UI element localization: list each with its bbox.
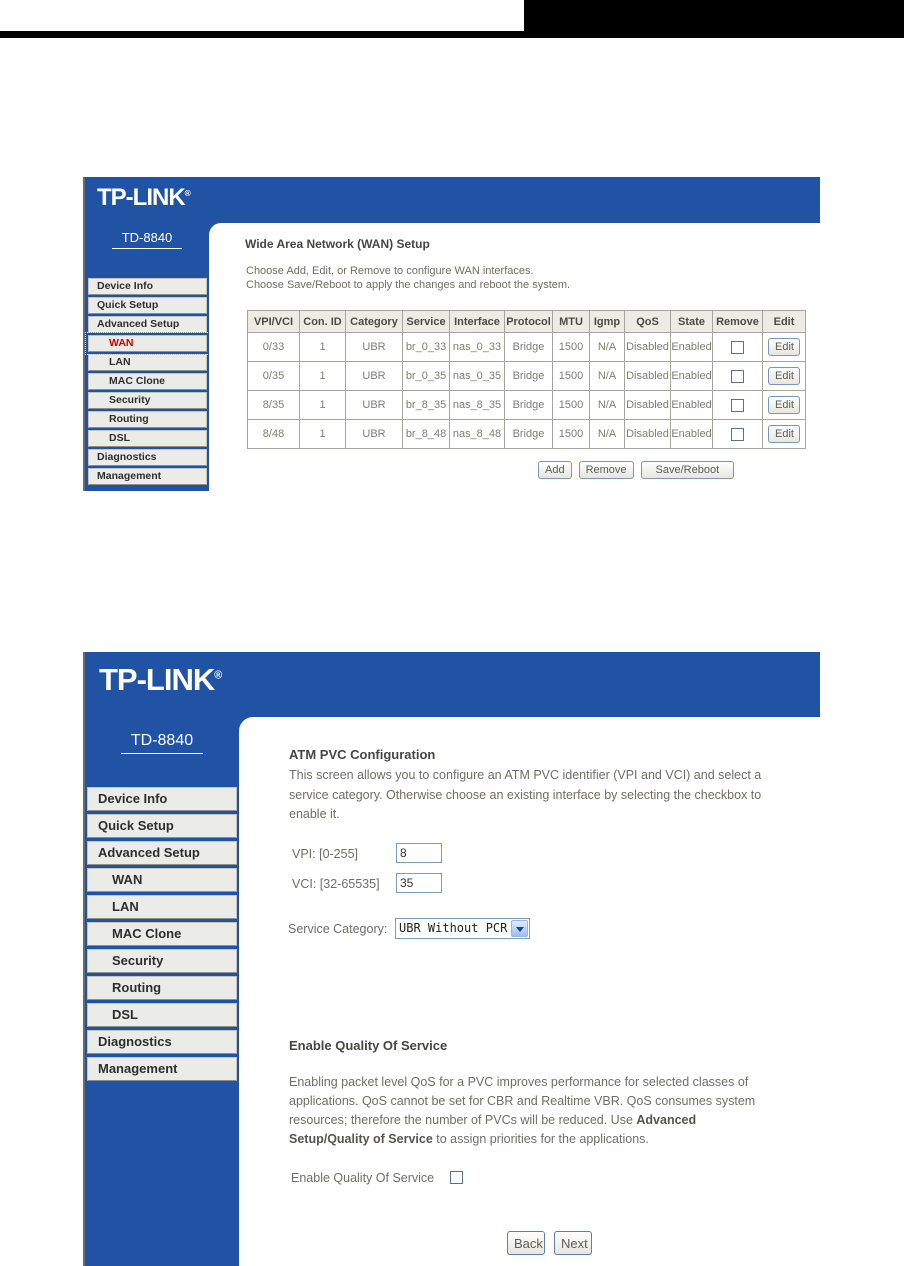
remove-checkbox[interactable]: [731, 428, 744, 441]
tp-link-logo: TP-LINK®: [97, 184, 191, 211]
wizard-nav-buttons: [507, 1231, 592, 1255]
sidebar-item-wan[interactable]: WAN: [88, 335, 207, 352]
sidebar-item-lan[interactable]: LAN: [88, 354, 207, 371]
header-black-bar: [524, 0, 904, 31]
sidebar-item-quick-setup[interactable]: Quick Setup: [87, 814, 237, 838]
column-header-edit: Edit: [763, 311, 806, 333]
sidebar-item-diagnostics[interactable]: Diagnostics: [88, 449, 207, 466]
qos-description: Enabling packet level QoS for a PVC improves performance for selected classes of applications. QoS cannot be set for CBR and Realtime VBR. QoS consumes system resources; therefore the number of PVCs will be reduced. Use Advanced Setup/Quality of Service to assign priorities for the applications.: [289, 1075, 756, 1146]
table-cell: Enabled: [671, 362, 713, 391]
table-cell: 1: [300, 420, 346, 449]
content-panel: [209, 223, 822, 491]
table-row: [248, 333, 806, 362]
table-cell: 8/48: [248, 420, 300, 449]
enable-qos-label: Enable Quality Of Service: [291, 1171, 435, 1185]
table-cell: Enabled: [671, 391, 713, 420]
edit-button[interactable]: Edit: [768, 367, 800, 385]
column-header-category: Category: [346, 311, 403, 333]
wan-action-buttons: [538, 461, 734, 479]
registered-mark: ®: [184, 188, 191, 198]
table-cell: nas_0_33: [450, 333, 505, 362]
column-header-remove: Remove: [713, 311, 763, 333]
sidebar-item-advanced-setup[interactable]: Advanced Setup: [87, 841, 237, 865]
column-header-interface: Interface: [450, 311, 505, 333]
wan-interfaces-table: [247, 310, 806, 449]
sidebar-item-dsl[interactable]: DSL: [87, 1003, 237, 1027]
table-cell: N/A: [590, 333, 625, 362]
sidebar-item-management[interactable]: Management: [88, 468, 207, 485]
table-cell: Enabled: [671, 420, 713, 449]
vpi-label: VPI: [0-255]: [292, 847, 359, 861]
table-cell: Disabled: [625, 333, 671, 362]
edit-button[interactable]: Edit: [768, 425, 800, 443]
header-rule: [0, 31, 904, 38]
sidebar-item-diagnostics[interactable]: Diagnostics: [87, 1030, 237, 1054]
table-cell: Bridge: [505, 391, 553, 420]
sidebar-item-quick-setup[interactable]: Quick Setup: [88, 297, 207, 314]
table-cell: 1500: [553, 391, 590, 420]
table-cell: N/A: [590, 362, 625, 391]
table-cell: nas_8_35: [450, 391, 505, 420]
enable-qos-checkbox[interactable]: [450, 1171, 463, 1184]
edit-button[interactable]: Edit: [768, 396, 800, 414]
table-cell: Disabled: [625, 362, 671, 391]
sidebar-item-device-info[interactable]: Device Info: [88, 278, 207, 295]
page-title: ATM PVC Configuration: [289, 747, 436, 762]
save-reboot-button[interactable]: Save/Reboot: [641, 461, 735, 479]
table-cell: UBR: [346, 362, 403, 391]
router-screenshot-atm-pvc: [83, 652, 820, 1266]
table-cell: br_8_35: [403, 391, 450, 420]
table-cell: N/A: [590, 420, 625, 449]
next-button[interactable]: Next: [554, 1231, 592, 1255]
table-row: [248, 420, 806, 449]
sidebar-item-routing[interactable]: Routing: [88, 411, 207, 428]
remove-checkbox[interactable]: [731, 399, 744, 412]
table-cell: 1500: [553, 333, 590, 362]
table-cell: 1: [300, 362, 346, 391]
page-description: Choose Add, Edit, or Remove to configure WAN interfaces. Choose Save/Reboot to apply the changes and reboot the system.: [246, 265, 571, 291]
table-cell: 1: [300, 333, 346, 362]
table-cell: 1500: [553, 420, 590, 449]
table-cell: UBR: [346, 420, 403, 449]
sidebar-item-management[interactable]: Management: [87, 1057, 237, 1081]
table-cell: Disabled: [625, 420, 671, 449]
sidebar-item-wan[interactable]: WAN: [87, 868, 237, 892]
table-cell: Disabled: [625, 391, 671, 420]
table-row: [248, 362, 806, 391]
page-description: This screen allows you to configure an ATM PVC identifier (VPI and VCI) and select a service category. Otherwise choose an existing interface by selecting the checkbox to enable it.: [289, 768, 762, 821]
column-header-protocol: Protocol: [505, 311, 553, 333]
table-cell: Bridge: [505, 362, 553, 391]
service-category-value: UBR Without PCR: [399, 921, 508, 935]
table-cell: nas_0_35: [450, 362, 505, 391]
sidebar-item-mac-clone[interactable]: MAC Clone: [87, 922, 237, 946]
table-cell: 1: [300, 391, 346, 420]
table-cell: 1500: [553, 362, 590, 391]
sidebar-item-dsl[interactable]: DSL: [88, 430, 207, 447]
table-cell: UBR: [346, 391, 403, 420]
table-cell: 0/35: [248, 362, 300, 391]
content-panel: [239, 717, 822, 1266]
column-header-con-id: Con. ID: [300, 311, 346, 333]
tp-link-logo: TP-LINK®: [99, 662, 223, 697]
service-category-label: Service Category:: [288, 922, 388, 936]
model-label: TD-8840: [85, 732, 239, 754]
remove-checkbox[interactable]: [731, 370, 744, 383]
model-label: TD-8840: [85, 230, 209, 249]
column-header-igmp: Igmp: [590, 311, 625, 333]
table-header-row: [248, 311, 806, 333]
table-cell: 8/35: [248, 391, 300, 420]
remove-button[interactable]: Remove: [579, 461, 634, 479]
sidebar-item-device-info[interactable]: Device Info: [87, 787, 237, 811]
column-header-qos: QoS: [625, 311, 671, 333]
table-cell: Bridge: [505, 420, 553, 449]
router-screenshot-wan-setup: [83, 177, 820, 491]
table-cell: br_0_33: [403, 333, 450, 362]
sidebar-item-routing[interactable]: Routing: [87, 976, 237, 1000]
chevron-down-icon[interactable]: [511, 920, 528, 937]
service-category-select[interactable]: [395, 918, 530, 939]
table-cell: UBR: [346, 333, 403, 362]
column-header-state: State: [671, 311, 713, 333]
table-cell: Enabled: [671, 333, 713, 362]
sidebar-item-advanced-setup[interactable]: Advanced Setup: [88, 316, 207, 333]
table-cell: br_8_48: [403, 420, 450, 449]
table-cell: N/A: [590, 391, 625, 420]
registered-mark: ®: [214, 669, 223, 682]
column-header-mtu: MTU: [553, 311, 590, 333]
remove-checkbox[interactable]: [731, 341, 744, 354]
table-cell: Bridge: [505, 333, 553, 362]
column-header-service: Service: [403, 311, 450, 333]
qos-section-title: Enable Quality Of Service: [289, 1038, 448, 1053]
add-button[interactable]: Add: [538, 461, 572, 479]
table-row: [248, 391, 806, 420]
column-header-vpi-vci: VPI/VCI: [248, 311, 300, 333]
page-title: Wide Area Network (WAN) Setup: [245, 237, 430, 251]
edit-button[interactable]: Edit: [768, 338, 800, 356]
sidebar-item-lan[interactable]: LAN: [87, 895, 237, 919]
back-button[interactable]: Back: [507, 1231, 545, 1255]
vpi-input[interactable]: [396, 843, 442, 863]
sidebar-item-mac-clone[interactable]: MAC Clone: [88, 373, 207, 390]
vci-input[interactable]: [396, 873, 442, 893]
sidebar-menu: [88, 278, 207, 487]
sidebar-item-security[interactable]: Security: [87, 949, 237, 973]
sidebar-item-security[interactable]: Security: [88, 392, 207, 409]
table-cell: 0/33: [248, 333, 300, 362]
table-cell: br_0_35: [403, 362, 450, 391]
sidebar-menu: [87, 787, 237, 1084]
table-cell: nas_8_48: [450, 420, 505, 449]
vci-label: VCI: [32-65535]: [292, 877, 380, 891]
